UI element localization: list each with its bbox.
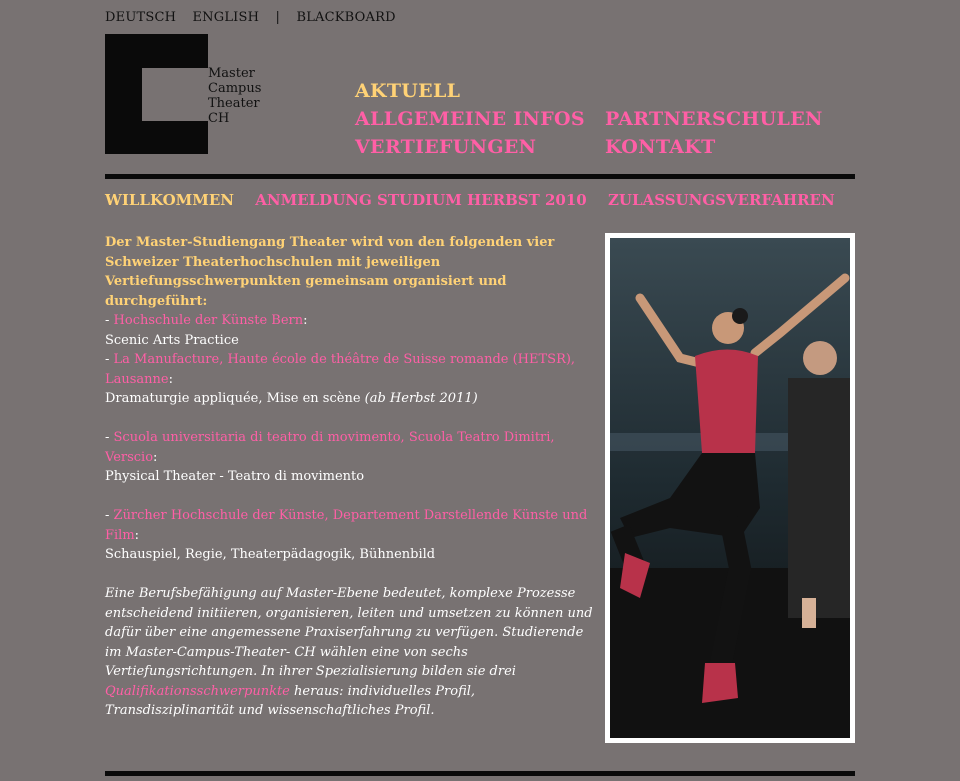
school-4-focus: Schauspiel, Regie, Theaterpädagogik, Bühnenbild [105,547,436,562]
school-1-link[interactable]: Hochschule der Künste Bern [113,313,304,328]
language-bar [105,10,408,25]
description-paragraph [105,584,595,721]
nav-kontakt[interactable]: KONTAKT [605,136,716,158]
photo-frame [605,233,855,743]
subnav-zulassungsverfahren[interactable]: ZULASSUNGSVERFAHREN [607,191,835,209]
colon: : [303,313,308,328]
school-1 [105,311,595,331]
school-3-focus: Physical Theater - Teatro di movimento [105,469,365,484]
spacer [105,409,595,429]
school-3-link[interactable]: Scuola universitaria di teatro di movimento, Scuola Teatro Dimitri, Verscio [105,430,555,465]
dash: - [105,352,114,367]
logo-text [208,66,261,126]
logo-line-theater: Theater [208,96,260,111]
nav-aktuell[interactable]: AKTUELL [355,80,461,102]
blackboard-link[interactable]: BLACKBOARD [296,10,396,25]
dash: - [105,508,114,523]
dash: - [105,430,114,445]
school-2-focus [105,389,595,409]
bottom-divider [105,771,855,776]
colon: : [153,449,158,465]
dancer-photo [610,238,850,738]
school-2-note: (ab Herbst 2011) [364,391,478,406]
dash: - [105,313,114,328]
school-4 [105,506,595,545]
logo-line-master: Master [208,66,255,81]
school-1-focus: Scenic Arts Practice [105,332,239,348]
top-divider [105,174,855,179]
logo-line-campus: Campus [208,81,262,96]
sub-navigation [105,191,851,209]
school-2-link[interactable]: La Manufacture, Haute école de théâtre de Suisse romande (HETSR), Lausanne [105,352,576,387]
spacer [105,565,595,585]
colon: : [168,371,174,387]
lang-separator: | [275,10,281,25]
colon: : [134,527,140,543]
dancer-illustration [610,238,850,738]
lang-deutsch-link[interactable]: DEUTSCH [105,10,177,25]
description-part-a: Eine Berufsbefähigung auf Master-Ebene bedeutet, komplexe Prozesse entscheidend initiieren, organisieren, leiten und umsetzen zu können und dafür über eine angemessene Praxiserfahrung zu verfügen. Studierende im Master-Campus-Theater- CH wählen eine von sechs Vertiefungsrichtungen. In ihrer Spezialisierung bilden sie drei [105,586,593,679]
main-content [105,233,595,721]
description-part-b: heraus: individuelles Profil, Transdisziplinarität und wissenschaftliches Profil. [105,683,476,718]
qualifikationsschwerpunkte-link[interactable]: Qualifikationsschwerpunkte [105,683,290,699]
nav-partnerschulen[interactable]: PARTNERSCHULEN [605,108,823,130]
intro-text: Der Master-Studiengang Theater wird von den folgenden vier Schweizer Theaterhochschulen mit jeweiligen Vertiefungsschwerpunkten gemeinsam organisiert und durchgeführt: [105,235,555,309]
lang-english-link[interactable]: ENGLISH [192,10,260,25]
school-3 [105,428,595,467]
nav-vertiefungen[interactable]: VERTIEFUNGEN [355,136,537,158]
school-2 [105,350,595,389]
nav-allgemeine-infos[interactable]: ALLGEMEINE INFOS [355,108,585,130]
spacer [105,487,595,507]
school-2-focus-text: Dramaturgie appliquée, Mise en scène [105,391,365,406]
subnav-anmeldung[interactable]: ANMELDUNG STUDIUM HERBST 2010 [255,191,587,209]
school-4-link[interactable]: Zürcher Hochschule der Künste, Departement Darstellende Künste und Film [105,508,588,543]
logo-line-ch: CH [208,111,230,126]
subnav-willkommen[interactable]: WILLKOMMEN [105,191,235,209]
